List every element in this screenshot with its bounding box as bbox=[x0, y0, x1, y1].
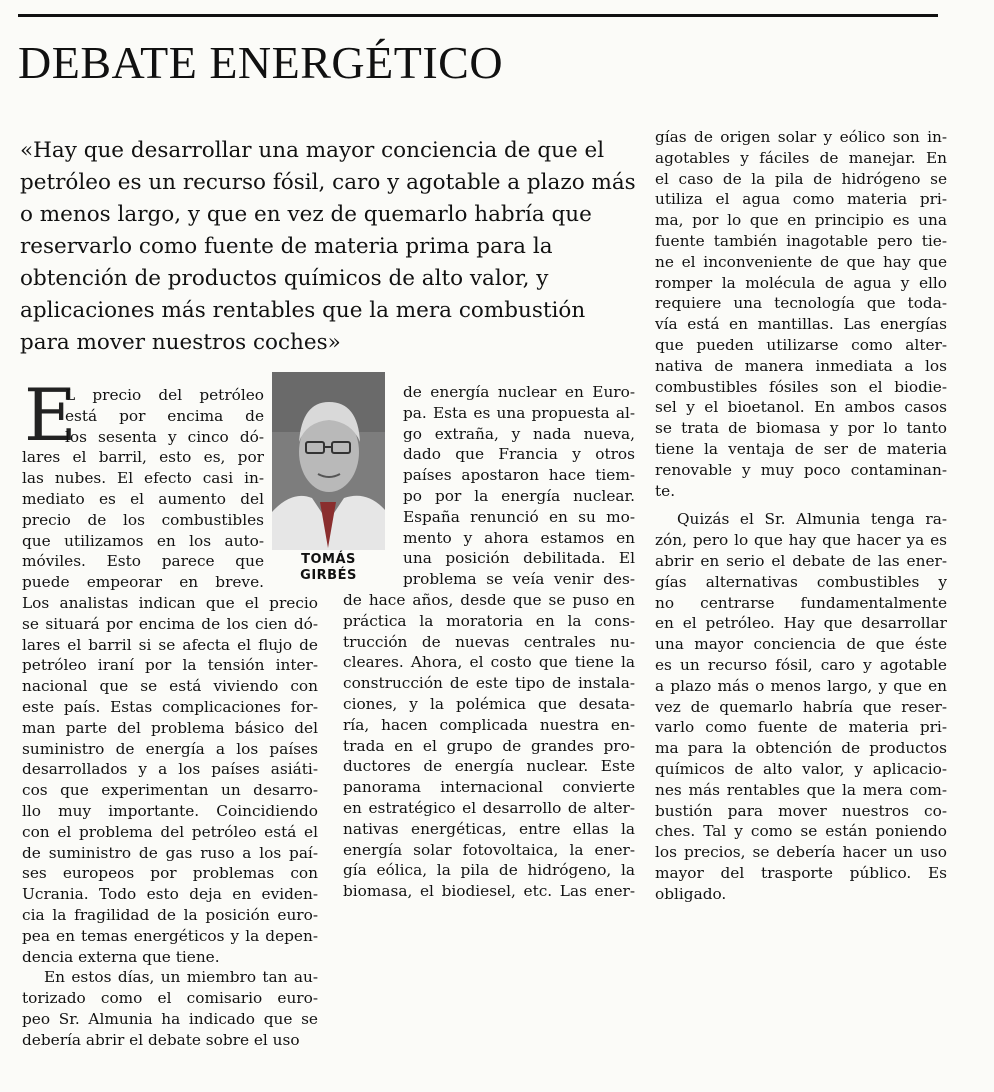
text-line: ne el inconveniente de que hay que bbox=[655, 252, 947, 271]
text-line: España renunció en su mo- bbox=[403, 507, 635, 526]
text-line: puede empeorar en breve. bbox=[22, 573, 264, 592]
text-line: móviles. Esto parece que bbox=[22, 552, 264, 571]
text-line: pa. Esta es una propuesta al- bbox=[403, 403, 635, 422]
headline: DEBATE ENERGÉTICO bbox=[18, 37, 504, 88]
text-line: energía solar fotovoltaica, la ener- bbox=[343, 840, 635, 859]
text-line: debería abrir el debate sobre el uso bbox=[22, 1030, 300, 1049]
text-line: lares el barril si se afecta el flujo de bbox=[22, 635, 318, 654]
column-3 bbox=[655, 127, 955, 904]
text-line: nativa de manera inmediata a los bbox=[655, 356, 947, 375]
text-line: ches. Tal y como se están poniendo bbox=[655, 822, 947, 841]
text-line: En estos días, un miembro tan au- bbox=[44, 968, 318, 987]
text-line: combustibles fósiles son el biodie- bbox=[655, 377, 947, 396]
text-line: una mayor conciencia de que éste bbox=[655, 635, 947, 654]
text-line: «Hay que desarrollar una mayor conciencia de que el bbox=[20, 138, 605, 163]
text-line: con el problema del petróleo está el bbox=[22, 822, 318, 841]
author-last-name: GIRBÉS bbox=[300, 568, 357, 583]
text-line: bustión para mover nuestros co- bbox=[655, 801, 947, 820]
text-line: requiere una tecnología que toda- bbox=[655, 294, 947, 313]
text-line: abrir en serio el debate de las ener- bbox=[655, 551, 947, 570]
text-line: desarrollados y a los países asiáti- bbox=[22, 760, 318, 779]
text-line: es un recurso fósil, caro y agotable bbox=[655, 655, 947, 674]
text-line: de energía nuclear en Euro- bbox=[403, 383, 635, 401]
text-line: renovable y muy poco contaminan- bbox=[655, 460, 947, 479]
text-line: nativas energéticas, entre ellas la bbox=[343, 819, 635, 838]
text-line: cos que experimentan un desarro- bbox=[22, 781, 318, 800]
text-line: torizado como el comisario euro- bbox=[22, 989, 318, 1008]
text-line: biomasa, el biodiesel, etc. Las ener- bbox=[343, 882, 635, 901]
text-line: mento y ahora estamos en bbox=[403, 528, 635, 547]
text-line: países apostaron hace tiem- bbox=[403, 466, 635, 485]
pull-quote bbox=[20, 135, 635, 359]
text-line: nes más rentables que la mera com- bbox=[655, 780, 947, 799]
text-line: construcción de este tipo de instala- bbox=[343, 674, 635, 693]
text-line: nacional que se está viviendo con bbox=[22, 677, 318, 696]
text-line: el caso de la pila de hidrógeno se bbox=[655, 169, 947, 188]
text-line: en el petróleo. Hay que desarrollar bbox=[655, 614, 947, 633]
text-line: tiene la ventaja de ser de materia bbox=[655, 439, 947, 458]
text-line: ma, por lo que en principio es una bbox=[655, 211, 947, 230]
text-line: ductores de energía nuclear. Este bbox=[343, 757, 635, 776]
column-1 bbox=[22, 373, 327, 1051]
text-line: aplicaciones más rentables que la mera combustión bbox=[20, 298, 586, 323]
text-line: go extraña, y nada nueva, bbox=[403, 424, 635, 443]
text-line: lares el barril, esto es, por bbox=[22, 448, 264, 467]
text-line: no centrarse fundamentalmente bbox=[655, 593, 947, 612]
text-line: una posición debilitada. El bbox=[403, 549, 635, 568]
text-line: pea en temas energéticos y la depen- bbox=[22, 926, 318, 945]
text-line: de suministro de gas ruso a los paí- bbox=[22, 843, 318, 862]
text-line: ciones, y la polémica que desata- bbox=[343, 694, 635, 713]
text-line: petróleo es un recurso fósil, caro y agotable a plazo más bbox=[20, 170, 636, 195]
text-line: dencia externa que tiene. bbox=[22, 947, 220, 966]
text-line: obtención de productos químicos de alto valor, y bbox=[20, 266, 549, 291]
text-line: romper la molécula de agua y ello bbox=[655, 273, 947, 292]
text-line: gías de origen solar y eólico son in- bbox=[655, 128, 947, 146]
text-line: se trata de biomasa y por lo tanto bbox=[655, 419, 947, 438]
text-line: Ucrania. Todo esto deja en eviden- bbox=[22, 885, 318, 904]
text-line: vez de quemarlo habría que reser- bbox=[655, 697, 947, 716]
text-line: reservarlo como fuente de materia prima para la bbox=[20, 234, 553, 259]
text-line: en estratégico el desarrollo de alter- bbox=[343, 798, 635, 817]
text-line: varlo como fuente de materia pri- bbox=[655, 718, 947, 737]
text-line: ría, hacen complicada nuestra en- bbox=[343, 715, 635, 734]
text-line: mediato es el aumento del bbox=[22, 489, 264, 508]
text-line: químicos de alto valor, y aplicacio- bbox=[655, 759, 947, 778]
text-line: problema se veía venir des- bbox=[403, 570, 635, 589]
author-first-name: TOMÁS bbox=[301, 552, 356, 567]
text-line: o menos largo, y que en vez de quemarlo habría que bbox=[20, 202, 592, 227]
text-line: gías alternativas combustibles y bbox=[655, 572, 947, 591]
text-line: precio de los combustibles bbox=[22, 510, 264, 529]
text-line: zón, pero lo que hay que hacer ya es bbox=[655, 531, 947, 550]
text-line: los precios, se debería hacer un uso bbox=[655, 843, 947, 862]
text-line: ses europeos por problemas con bbox=[22, 864, 318, 883]
text-line: obligado. bbox=[655, 884, 727, 903]
text-line: los sesenta y cinco dó- bbox=[65, 427, 264, 446]
text-line: fuente también inagotable pero tie- bbox=[655, 231, 947, 250]
text-line: agotables y fáciles de manejar. En bbox=[655, 148, 947, 167]
text-line: man parte del problema básico del bbox=[22, 718, 318, 737]
text-line: po por la energía nuclear. bbox=[403, 486, 635, 505]
text-line: a plazo más o menos largo, y que en bbox=[655, 676, 947, 695]
text-line: utiliza el agua como materia pri- bbox=[655, 190, 947, 209]
text-line: panorama internacional convierte bbox=[343, 778, 635, 797]
drop-cap: E bbox=[24, 373, 77, 457]
text-line: trada en el grupo de grandes pro- bbox=[343, 736, 635, 755]
text-line: Los analistas indican que el precio bbox=[22, 593, 318, 612]
text-line: vía está en mantillas. Las energías bbox=[655, 315, 947, 334]
text-line: suministro de energía a los países bbox=[22, 739, 318, 758]
text-line: petróleo iraní por la tensión inter- bbox=[22, 656, 318, 675]
text-line: mayor del trasporte público. Es bbox=[655, 863, 947, 882]
text-line: que utilizamos en los auto- bbox=[22, 531, 264, 550]
text-line: para mover nuestros coches» bbox=[20, 330, 341, 355]
text-line: llo muy importante. Coincidiendo bbox=[22, 801, 318, 820]
text-line: que pueden utilizarse como alter- bbox=[655, 335, 947, 354]
text-line: trucción de nuevas centrales nu- bbox=[343, 632, 635, 651]
text-line: dado que Francia y otros bbox=[403, 445, 635, 464]
text-line: cia la fragilidad de la posición euro- bbox=[22, 905, 318, 924]
text-line: sel y el bioetanol. En ambos casos bbox=[655, 398, 947, 417]
text-line: peo Sr. Almunia ha indicado que se bbox=[22, 1009, 318, 1028]
text-line: ma para la obtención de productos bbox=[655, 739, 947, 758]
text-line: práctica la moratoria en la cons- bbox=[343, 611, 635, 630]
text-line: L precio del petróleo bbox=[65, 386, 264, 404]
text-line: de hace años, desde que se puso en bbox=[343, 590, 635, 609]
text-line: Quizás el Sr. Almunia tenga ra- bbox=[677, 510, 947, 529]
text-line: gía eólica, la pila de hidrógeno, la bbox=[343, 861, 635, 880]
top-rule bbox=[18, 14, 938, 17]
text-line: está por encima de bbox=[65, 406, 264, 425]
column-2 bbox=[343, 382, 638, 902]
text-line: te. bbox=[655, 481, 676, 500]
text-line: las nubes. El efecto casi in- bbox=[22, 469, 264, 488]
text-line: cleares. Ahora, el costo que tiene la bbox=[343, 653, 635, 672]
text-line: se situará por encima de los cien dó- bbox=[22, 614, 318, 633]
text-line: este país. Estas complicaciones for- bbox=[22, 697, 318, 716]
